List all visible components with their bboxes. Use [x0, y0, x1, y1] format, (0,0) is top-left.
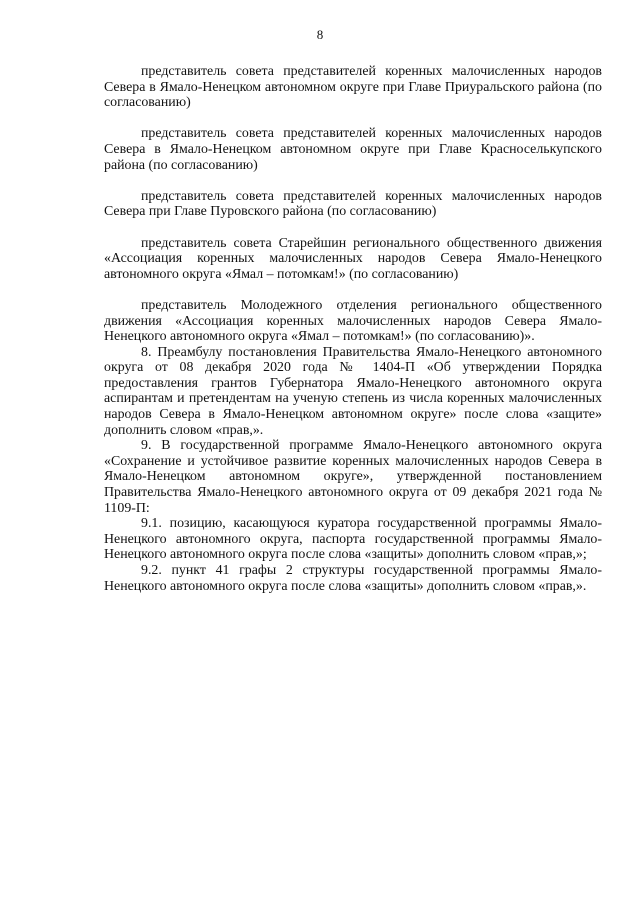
paragraph: представитель совета представителей коренных малочисленных народов Севера в Ямало-Ненецком автономном округе при Главе Красноселькупского района (по согласованию)	[104, 126, 602, 173]
paragraph: 9.1. позицию, касающуюся куратора государственной программы Ямало-Ненецкого автономного округа, паспорта государственной программы Ямало-Ненецкого автономного округа после слова «защиты» дополнить словом «прав,»;	[104, 516, 602, 563]
paragraph: 8. Преамбулу постановления Правительства Ямало-Ненецкого автономного округа от 08 декабря 2020 года № 1404-П «Об утверждении Порядка предоставления грантов Губернатора Ямало-Ненецкого автономного округа аспирантам и претендентам на ученую степень из числа коренных малочисленных народов Севера в Ямало-Ненецком автономном округе» после слова «защите» дополнить словом «прав,».	[104, 344, 602, 438]
paragraph: 9. В государственной программе Ямало-Ненецкого автономного округа «Сохранение и устойчивое развитие коренных малочисленных народов Севера в Ямало-Ненецком автономном округе», утвержденной постановлением Правительства Ямало-Ненецкого автономного округа от 09 декабря 2021 года № 1109-П:	[104, 438, 602, 516]
document-body	[104, 64, 602, 594]
page-number: 8	[316, 27, 324, 42]
paragraph: представитель совета представителей коренных малочисленных народов Севера в Ямало-Ненецком автономном округе при Главе Приуральского района (по согласованию)	[104, 64, 602, 111]
paragraph: представитель совета Старейшин регионального общественного движения «Ассоциация коренных малочисленных народов Севера Ямало-Ненецкого автономного округа «Ямал – потомкам!» (по согласованию)	[104, 235, 602, 282]
paragraph: 9.2. пункт 41 графы 2 структуры государственной программы Ямало-Ненецкого автономного округа после слова «защиты» дополнить словом «прав,».	[104, 563, 602, 594]
paragraph: представитель Молодежного отделения регионального общественного движения «Ассоциация коренных малочисленных народов Севера Ямало-Ненецкого автономного округа «Ямал – потомкам!» (по согласованию)».	[104, 297, 602, 345]
paragraph: представитель совета представителей коренных малочисленных народов Севера при Главе Пуровского района (по согласованию)	[104, 188, 602, 220]
